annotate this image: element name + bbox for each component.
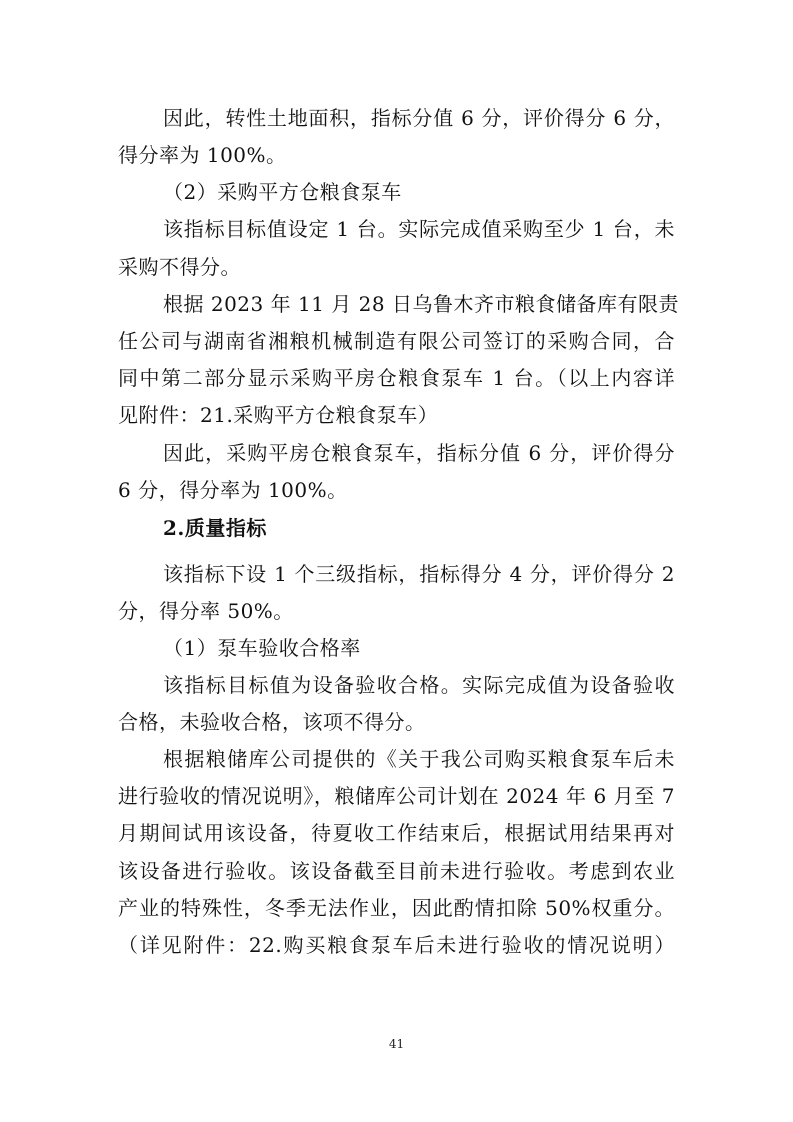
paragraph-line: 见附件：21.采购平方仓粮食泵车） — [118, 403, 439, 427]
paragraph-line: 该设备进行验收。该设备截至目前未进行验收。考虑到农业 — [118, 859, 675, 883]
subsection-heading: （2）采购平方仓粮食泵车 — [163, 180, 402, 204]
paragraph-line: 采购不得分。 — [118, 255, 241, 279]
paragraph-line: 6 分，得分率为 100%。 — [118, 478, 348, 502]
paragraph-line: 产业的特殊性，冬季无法作业，因此酌情扣除 50%权重分。 — [118, 896, 675, 920]
paragraph-line: 分，得分率 50%。 — [118, 599, 294, 623]
paragraph-line: 月期间试用该设备，待夏收工作结束后，根据试用结果再对 — [118, 821, 675, 845]
paragraph-line: 同中第二部分显示采购平房仓粮食泵车 1 台。（以上内容详 — [118, 366, 675, 390]
paragraph-line: 因此，转性土地面积，指标分值 6 分，评价得分 6 分， — [163, 106, 675, 130]
paragraph-line: 得分率为 100%。 — [118, 143, 287, 167]
paragraph-line: 合格，未验收合格，该项不得分。 — [118, 710, 426, 734]
paragraph-line: 该指标目标值设定 1 台。实际完成值采购至少 1 台，未 — [163, 217, 675, 241]
paragraph-line: 任公司与湖南省湘粮机械制造有限公司签订的采购合同，合 — [118, 329, 675, 353]
paragraph-line: 因此，采购平房仓粮食泵车，指标分值 6 分，评价得分 — [163, 441, 675, 465]
paragraph-line: 进行验收的情况说明》，粮储库公司计划在 2024 年 6 月至 7 — [118, 784, 675, 808]
paragraph-line: （详见附件：22.购买粮食泵车后未进行验收的情况说明） — [118, 933, 675, 957]
paragraph-line: 根据粮储库公司提供的《关于我公司购买粮食泵车后未 — [163, 747, 675, 771]
section-heading: 2.质量指标 — [163, 516, 267, 540]
paragraph-line: 该指标目标值为设备验收合格。实际完成值为设备验收 — [163, 673, 675, 697]
paragraph-line: 根据 2023 年 11 月 28 日乌鲁木齐市粮食储备库有限责 — [163, 292, 679, 316]
page-number: 41 — [388, 1037, 405, 1051]
paragraph-line: 该指标下设 1 个三级指标，指标得分 4 分，评价得分 2 — [163, 562, 675, 586]
subsection-heading: （1）泵车验收合格率 — [163, 636, 361, 660]
